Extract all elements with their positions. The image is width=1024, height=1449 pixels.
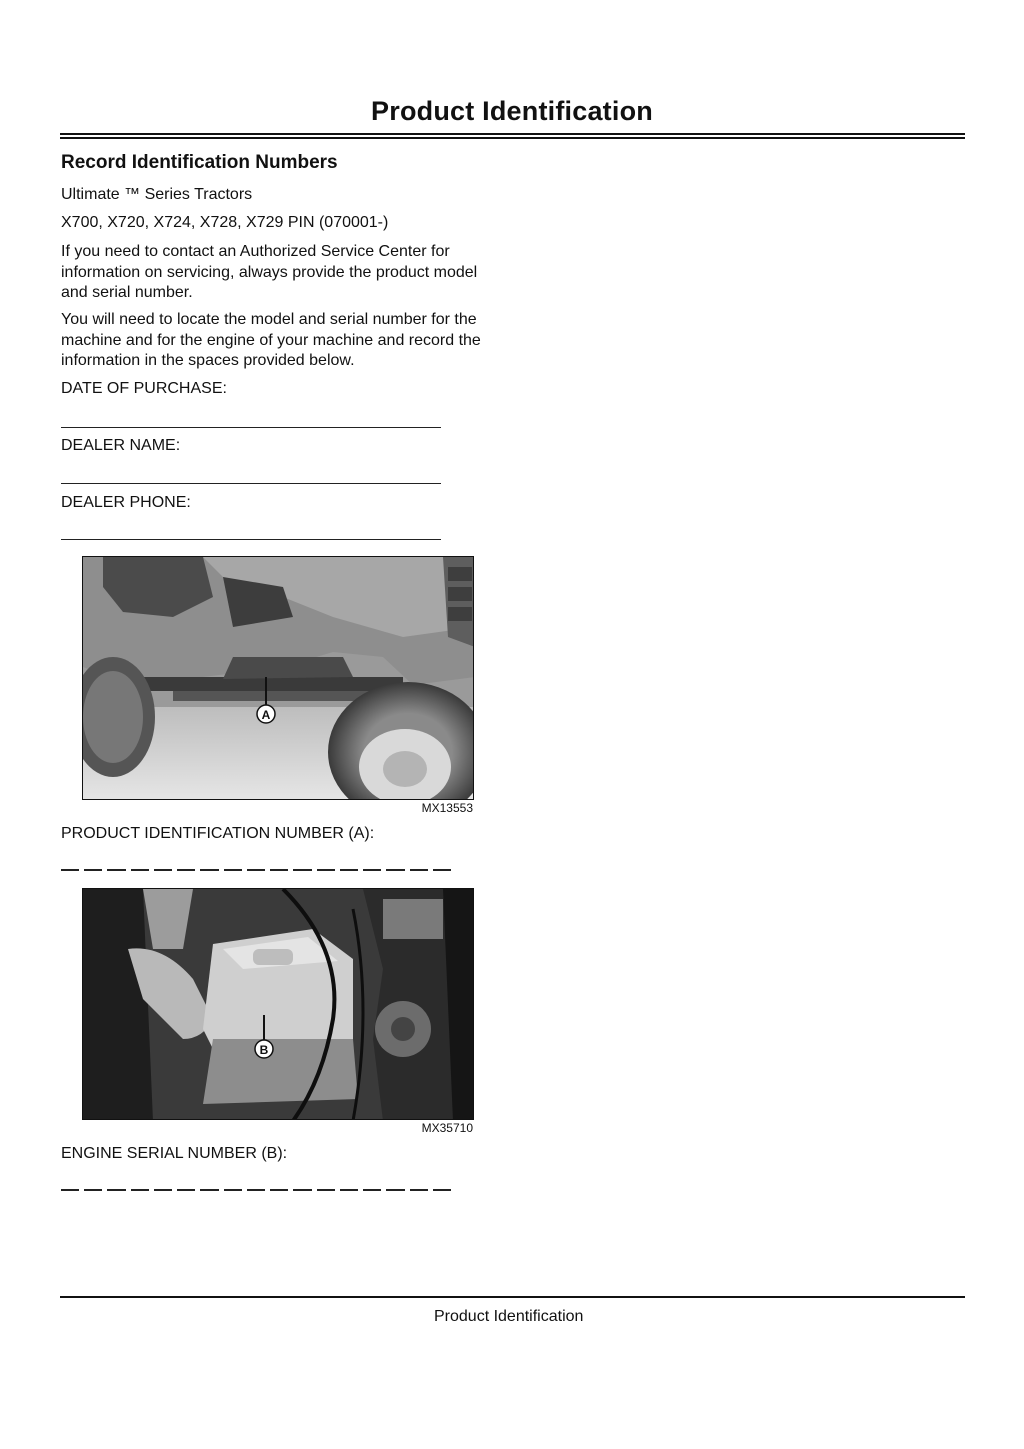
figure-b-id: MX35710 bbox=[421, 1121, 473, 1135]
footer-title: Product Identification bbox=[434, 1308, 584, 1325]
footer-rule bbox=[60, 1296, 965, 1298]
pin-field[interactable] bbox=[61, 869, 451, 871]
figure-a-id: MX13553 bbox=[421, 801, 473, 815]
section-heading: Record Identification Numbers bbox=[61, 152, 338, 173]
date-of-purchase-field[interactable] bbox=[61, 427, 441, 428]
tractor-frame-photo bbox=[82, 556, 474, 800]
title-double-rule bbox=[60, 133, 965, 139]
pin-label: PRODUCT IDENTIFICATION NUMBER (A): bbox=[61, 825, 375, 842]
dealer-name-field[interactable] bbox=[61, 483, 441, 484]
dealer-phone-label: DEALER PHONE: bbox=[61, 494, 191, 511]
service-center-paragraph: If you need to contact an Authorized Service Center for information on servicing, always provide the product model and serial number. bbox=[61, 243, 478, 301]
callout-a-label: A bbox=[261, 708, 271, 722]
dealer-phone-field[interactable] bbox=[61, 539, 441, 540]
date-of-purchase-label: DATE OF PURCHASE: bbox=[61, 380, 227, 397]
engine-serial-label: ENGINE SERIAL NUMBER (B): bbox=[61, 1145, 288, 1162]
model-pin-line: X700, X720, X724, X728, X729 PIN (070001-) bbox=[61, 214, 389, 231]
dealer-name-label: DEALER NAME: bbox=[61, 437, 181, 454]
series-line: Ultimate ™ Series Tractors bbox=[61, 186, 253, 203]
page-title: Product Identification bbox=[371, 96, 653, 126]
engine-photo bbox=[82, 888, 474, 1120]
record-info-paragraph: You will need to locate the model and serial number for the machine and for the engine of your machine and record the information in the spaces provided below. bbox=[61, 311, 481, 369]
callout-b-label: B bbox=[259, 1043, 269, 1057]
engine-serial-field[interactable] bbox=[61, 1189, 451, 1191]
